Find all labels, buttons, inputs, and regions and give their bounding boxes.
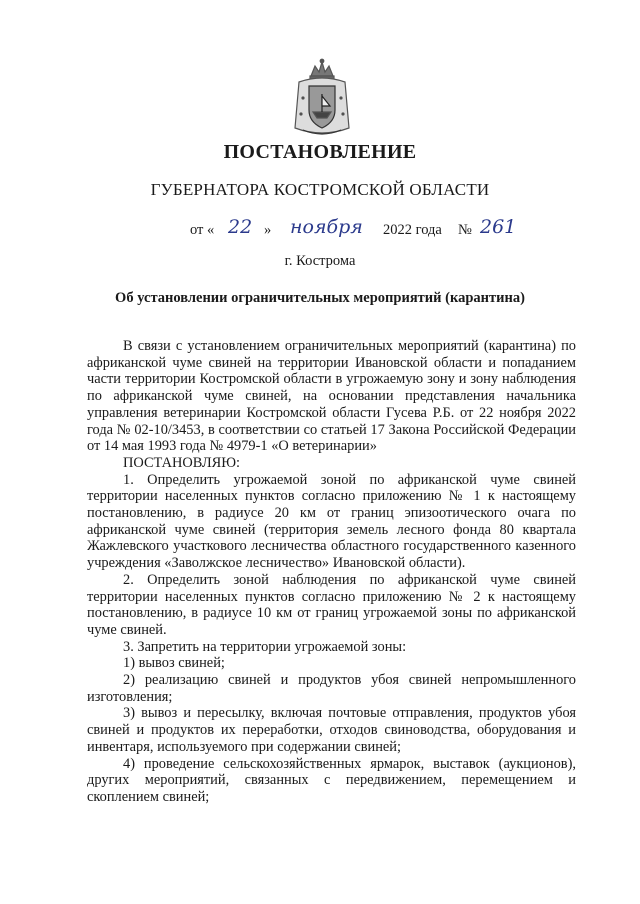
- city-name: г. Кострома: [284, 253, 356, 269]
- item-2: 2. Определить зоной наблюдения по африканской чуме свиней территории населенных пунктов согласно приложению № 2 к настоящему постановлению, в радиусе 10 км от границ угрожаемой зоны по африканской чуме свиней.: [87, 571, 576, 638]
- document-heading: Об установлении ограничительных мероприятий (карантина): [115, 290, 525, 306]
- item-3-1: 1) вывоз свиней;: [123, 655, 225, 672]
- document-subtitle: ГУБЕРНАТОРА КОСТРОМСКОЙ ОБЛАСТИ: [150, 180, 490, 199]
- date-day: 22: [228, 216, 253, 238]
- item-3-2: 2) реализацию свиней и продуктов убоя свиней непромышленного изготовления;: [87, 672, 576, 705]
- item-1: 1. Определить угрожаемой зоной по африканской чуме свиней территории населенных пунктов согласно приложению № 1 к настоящему постановлению, в радиусе 20 км от границ эпизоотического очага по африканской чуме свиней (территория земель лесного фонда 80 квартала Жажлевского участкового лесничества областного государственного казенного учреждения «Заволжское лесничество» Ивановской области).: [87, 471, 576, 572]
- document-title: ПОСТАНОВЛЕНИЕ: [223, 141, 417, 163]
- date-mid: »: [264, 222, 272, 238]
- number-label: №: [458, 222, 472, 238]
- date-prefix: от «: [190, 222, 215, 238]
- number-value: 261: [480, 216, 517, 238]
- date-month: ноября: [290, 216, 363, 238]
- date-year: 2022 года: [383, 222, 442, 238]
- document-body: [87, 338, 576, 806]
- coat-of-arms-icon: [289, 58, 355, 140]
- preamble-paragraph: В связи с установлением ограничительных мероприятий (карантина) по африканской чуме свиней на территории Ивановской области и попаданием части территории Костромской области в угрожаемую зону и зону наблюдения по африканской чуме свиней, на основании представления начальника управления ветеринарии Костромской области Гусева Р.Б. от 22 ноября 2022 года № 02-10/3453, в соответствии со статьей 17 Закона Российской Федерации от 14 мая 1993 года № 4979-1 «О ветеринарии»: [87, 338, 576, 455]
- item-3-3: 3) вывоз и пересылку, включая почтовые отправления, продуктов убоя свиней и продуктов их переработки, отходов свиноводства, оборудования и инвентаря, используемого при содержании свиней;: [87, 705, 576, 755]
- decree-word: ПОСТАНОВЛЯЮ:: [123, 454, 241, 471]
- item-3: 3. Запретить на территории угрожаемой зоны:: [123, 638, 407, 655]
- item-3-4: 4) проведение сельскохозяйственных ярмарок, выставок (аукционов), других мероприятий, связанных с передвижением, перемещением и скоплением свиней;: [87, 755, 576, 805]
